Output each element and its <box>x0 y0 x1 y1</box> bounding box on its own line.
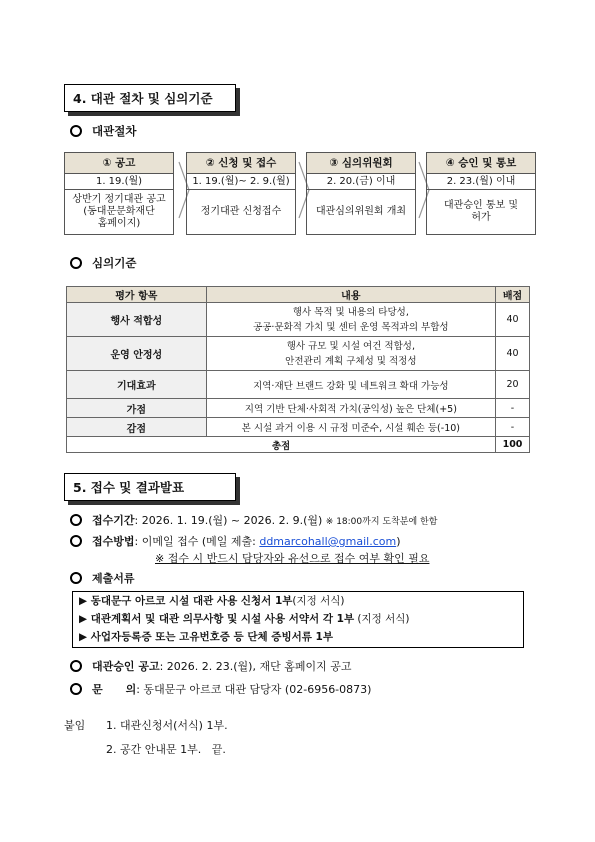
circle-bullet-icon <box>70 535 82 547</box>
criteria-item: 행사 적합성 <box>67 303 207 337</box>
circle-bullet-icon <box>70 125 82 137</box>
criteria-score: - <box>496 399 530 418</box>
reception-method: 접수방법: 이메일 접수 (메일 제출: ddmarcohall@gmail.com) <box>70 533 401 549</box>
step-desc: 대관심의위원회 개최 <box>306 190 416 235</box>
step-desc: 상반기 정기대관 공고 (동대문문화재단 홈페이지) <box>64 190 174 235</box>
table-row <box>67 371 530 399</box>
table-row <box>67 303 530 337</box>
criteria-content: 지역 기반 단체·사회적 가치(공익성) 높은 단체(+5) <box>206 399 495 418</box>
table-total-row <box>67 437 530 453</box>
step-date: 1. 19.(월) <box>64 174 174 190</box>
criteria-item: 기대효과 <box>67 371 207 399</box>
table-row <box>67 337 530 371</box>
column-header: 내용 <box>206 287 495 303</box>
total-score: 100 <box>496 437 530 453</box>
document-item: ▶ 동대문구 아르코 시설 대관 사용 신청서 1부(지정 서식) <box>79 595 345 607</box>
column-header: 배점 <box>496 287 530 303</box>
section4-title: 4. 대관 절차 및 심의기준 <box>64 84 236 112</box>
criteria-score: - <box>496 418 530 437</box>
circle-bullet-icon <box>70 683 82 695</box>
email-link[interactable]: ddmarcohall@gmail.com <box>259 535 397 548</box>
step-date: 1. 19.(월)~ 2. 9.(월) <box>186 174 296 190</box>
step-head: ② 신청 및 접수 <box>186 152 296 174</box>
criteria-score: 40 <box>496 337 530 371</box>
section5-title: 5. 접수 및 결과발표 <box>64 473 236 501</box>
criteria-content: 본 시설 과거 이용 시 규정 미준수, 시설 훼손 등(-10) <box>206 418 495 437</box>
step-head: ③ 심의위원회 <box>306 152 416 174</box>
step-date: 2. 20.(금) 이내 <box>306 174 416 190</box>
criteria-item: 감점 <box>67 418 207 437</box>
table-row <box>67 418 530 437</box>
criteria-score: 20 <box>496 371 530 399</box>
procedure-step <box>64 152 174 236</box>
procedure-step <box>306 152 416 236</box>
attachments-label: 붙임 <box>64 719 86 732</box>
criteria-table <box>66 286 530 453</box>
documents-box <box>72 591 524 648</box>
circle-bullet-icon <box>70 257 82 269</box>
criteria-heading: 심의기준 <box>70 255 136 271</box>
attachment-item: 2. 공간 안내문 1부. 끝. <box>106 743 226 756</box>
step-head: ① 공고 <box>64 152 174 174</box>
procedure-step <box>426 152 536 236</box>
total-label: 총점 <box>67 437 496 453</box>
table-header-row <box>67 287 530 303</box>
reception-period: 접수기간: 2026. 1. 19.(월) ~ 2026. 2. 9.(월) ※ 18:00까지 도착분에 한함 <box>70 512 437 528</box>
column-header: 평가 항목 <box>67 287 207 303</box>
criteria-item: 운영 안정성 <box>67 337 207 371</box>
circle-bullet-icon <box>70 514 82 526</box>
docs-heading: 제출서류 <box>70 570 135 586</box>
procedure-step <box>186 152 296 236</box>
circle-bullet-icon <box>70 660 82 672</box>
table-row <box>67 399 530 418</box>
criteria-content: 행사 목적 및 내용의 타당성, 공공·문화적 가치 및 센터 운영 목적과의 부합성 <box>206 303 495 337</box>
criteria-item: 가점 <box>67 399 207 418</box>
method-note: ※ 접수 시 반드시 담당자와 유선으로 접수 여부 확인 필요 <box>155 552 430 565</box>
criteria-content: 행사 규모 및 시설 여건 적합성, 안전관리 계획 구체성 및 적정성 <box>206 337 495 371</box>
approval-notice: 대관승인 공고: 2026. 2. 23.(월), 재단 홈페이지 공고 <box>70 658 351 674</box>
procedure-heading: 대관절차 <box>70 123 136 139</box>
document-item: ▶ 사업자등록증 또는 고유번호증 등 단체 증빙서류 1부 <box>79 631 333 643</box>
circle-bullet-icon <box>70 572 82 584</box>
criteria-score: 40 <box>496 303 530 337</box>
step-head: ④ 승인 및 통보 <box>426 152 536 174</box>
step-desc: 정기대관 신청접수 <box>186 190 296 235</box>
document-item: ▶ 대관계획서 및 대관 의무사항 및 시설 사용 서약서 각 1부 (지정 서식) <box>79 613 410 625</box>
period-note: ※ 18:00까지 도착분에 한함 <box>325 517 438 527</box>
contact-info: 문 의: 동대문구 아르코 대관 담당자 (02-6956-0873) <box>70 681 371 697</box>
step-date: 2. 23.(월) 이내 <box>426 174 536 190</box>
step-desc: 대관승인 통보 및 허가 <box>426 190 536 235</box>
attachment-item: 1. 대관신청서(서식) 1부. <box>106 719 228 732</box>
criteria-content: 지역·재단 브랜드 강화 및 네트워크 확대 가능성 <box>206 371 495 399</box>
